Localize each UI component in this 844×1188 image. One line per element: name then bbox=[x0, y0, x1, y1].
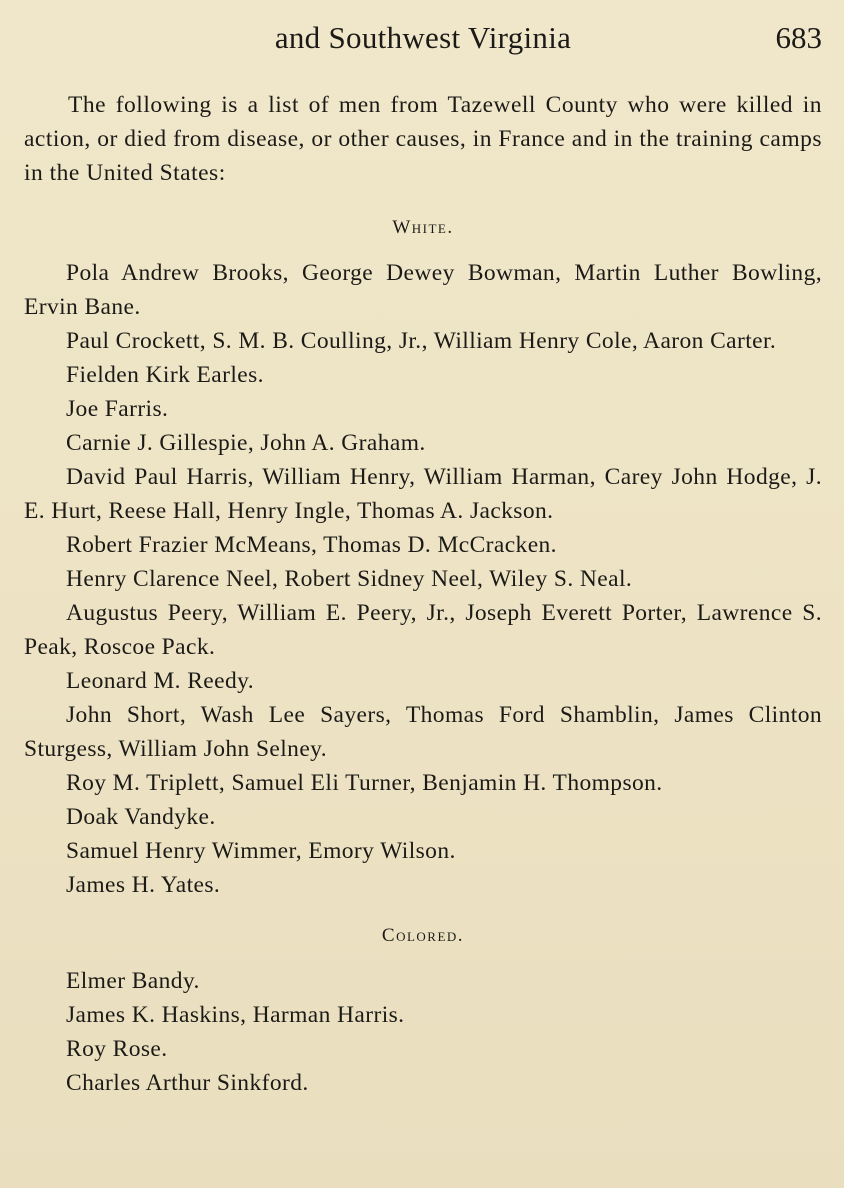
section-heading-white: White. bbox=[392, 216, 454, 238]
list-item: John Short, Wash Lee Sayers, Thomas Ford Shamblin, James Clinton Sturgess, William John Selney. bbox=[24, 701, 822, 762]
list-item: Joe Farris. bbox=[66, 395, 169, 422]
list-item: Roy Rose. bbox=[66, 1035, 168, 1062]
list-item: Augustus Peery, William E. Peery, Jr., Joseph Everett Porter, Lawrence S. Peak, Roscoe Pack. bbox=[24, 599, 822, 660]
list-item: David Paul Harris, William Henry, William Harman, Carey John Hodge, J. E. Hurt, Reese Hall, Henry Ingle, Thomas A. Jackson. bbox=[24, 463, 822, 524]
running-title: and Southwest Virginia bbox=[274, 20, 572, 55]
list-item: Paul Crockett, S. M. B. Coulling, Jr., William Henry Cole, Aaron Carter. bbox=[66, 327, 777, 354]
white-entries bbox=[24, 256, 822, 902]
running-head bbox=[24, 14, 822, 58]
list-item: James H. Yates. bbox=[66, 871, 221, 898]
list-item: Henry Clarence Neel, Robert Sidney Neel, Wiley S. Neal. bbox=[66, 565, 633, 592]
list-item: Doak Vandyke. bbox=[66, 803, 216, 830]
list-item: Roy M. Triplett, Samuel Eli Turner, Benjamin H. Thompson. bbox=[66, 769, 663, 796]
list-item: Pola Andrew Brooks, George Dewey Bowman, Martin Luther Bowling, Ervin Bane. bbox=[24, 259, 822, 320]
section-colored bbox=[24, 922, 822, 1100]
list-item: James K. Haskins, Harman Harris. bbox=[66, 1001, 405, 1028]
section-white bbox=[24, 214, 822, 902]
page-number: 683 bbox=[775, 20, 822, 55]
list-item: Samuel Henry Wimmer, Emory Wilson. bbox=[66, 837, 456, 864]
colored-entries bbox=[24, 964, 822, 1100]
list-item: Elmer Bandy. bbox=[66, 967, 200, 994]
list-item: Leonard M. Reedy. bbox=[66, 667, 254, 694]
list-item: Robert Frazier McMeans, Thomas D. McCracken. bbox=[66, 531, 557, 558]
section-heading-colored: Colored. bbox=[381, 924, 465, 946]
intro-paragraph: The following is a list of men from Tazewell County who were killed in action, or died from disease, or other causes, in France and in the training camps in the United States: bbox=[24, 92, 822, 186]
list-item: Fielden Kirk Earles. bbox=[66, 361, 264, 388]
list-item: Carnie J. Gillespie, John A. Graham. bbox=[66, 429, 426, 456]
list-item: Charles Arthur Sinkford. bbox=[66, 1069, 309, 1096]
